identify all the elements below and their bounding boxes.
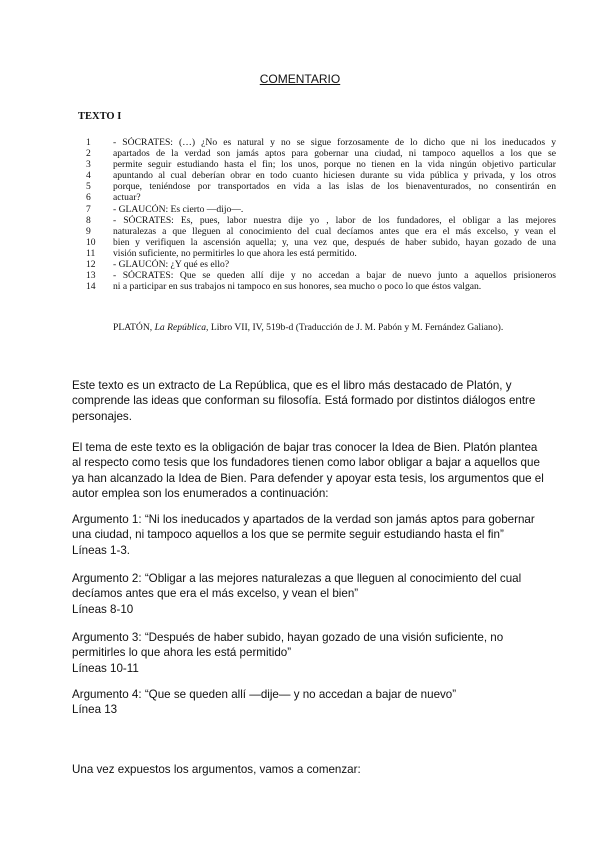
source-citation xyxy=(113,322,563,333)
excerpt-line xyxy=(86,270,556,281)
line-number: 10 xyxy=(86,236,96,248)
argument-line: Argumento 3: “Después de haber subido, hayan gozado de una visión suficiente, no xyxy=(72,631,504,644)
paragraph-line: ya han alcanzado la Idea de Bien. Para defender y apoyar esta tesis, los argumentos que el xyxy=(72,471,544,485)
citation-details: , Libro VII, IV, 519b-d (Traducción de J. M. Pabón y M. Fernández Galiano). xyxy=(206,322,504,333)
argument-1 xyxy=(72,512,535,558)
paragraph-line: al respecto como tesis que los fundadores tienen como labor obligar a bajar a aquellos que xyxy=(72,456,540,470)
paragraph-line: Una vez expuestos los argumentos, vamos a comenzar: xyxy=(72,763,361,776)
excerpt-line xyxy=(86,148,556,159)
excerpt-line xyxy=(86,159,556,170)
line-number: 7 xyxy=(86,203,91,215)
line-text: bien y verifiquen la ascensión aquella; y, una vez que, después de haber subido, hayan gozado de una xyxy=(113,236,556,248)
excerpt-line xyxy=(86,259,556,270)
line-text: apartados de la verdad son jamás aptos para gobernar una ciudad, ni tampoco aquellos a los que se xyxy=(113,148,556,160)
argument-4 xyxy=(72,687,532,718)
paragraph-line: comprende las ideas que conforman su filosofía. Está formado por distintos diálogos entre xyxy=(72,394,536,408)
line-number: 6 xyxy=(86,192,91,204)
line-number: 5 xyxy=(86,181,91,193)
excerpt-line xyxy=(86,226,556,237)
argument-line: Argumento 4: “Que se queden allí —dije— y no accedan a bajar de nuevo” xyxy=(72,688,457,701)
line-number: 12 xyxy=(86,259,96,271)
line-text: apuntando al cual deberían obrar en todo cuanto hiciesen durante su vida pública y privada, y los otros xyxy=(113,170,556,182)
argument-line: decíamos antes que era el más excelso, y vean el bien” xyxy=(72,587,359,601)
argument-2 xyxy=(72,571,532,617)
line-text: actuar? xyxy=(113,192,141,204)
theme-paragraph xyxy=(72,440,544,502)
line-text: - SÓCRATES: Es, pues, labor nuestra dije yo , labor de los fundadores, el obligar a las mejores xyxy=(113,214,556,226)
line-text: permite seguir estudiando hasta el fin; los unos, porque no tienen en la vida ningún objetivo particular xyxy=(113,159,556,171)
line-number: 2 xyxy=(86,148,91,160)
citation-work: La República xyxy=(154,322,207,333)
line-text: - GLAUCÓN: Es cierto —dijo—. xyxy=(113,203,244,215)
text-section-label: TEXTO I xyxy=(78,111,122,122)
line-text: naturalezas a que lleguen al conocimiento del cual decíamos antes que era el más excelso, y vean el xyxy=(113,225,556,237)
line-number: 9 xyxy=(86,225,91,237)
excerpt-line xyxy=(86,192,556,203)
line-number: 4 xyxy=(86,170,91,182)
excerpt-line xyxy=(86,215,556,226)
paragraph-line: autor emplea son los enumerados a continuación: xyxy=(72,487,329,501)
paragraph-line: Este texto es un extracto de La República, que es el libro más destacado de Platón, y xyxy=(72,379,512,392)
line-number: 1 xyxy=(86,137,91,148)
line-text: visión suficiente, no permitirles lo que ahora les está permitido. xyxy=(113,247,357,259)
argument-reference: Línea 13 xyxy=(72,703,118,717)
citation-author: PLATÓN, xyxy=(113,322,153,333)
document-title: COMENTARIO xyxy=(259,72,341,86)
paragraph-line: personajes. xyxy=(72,409,132,423)
line-text: porque, teniéndose por transportados en vida a las islas de los bienaventurados, no consentirán en xyxy=(113,181,556,193)
closing-paragraph xyxy=(72,762,532,777)
excerpt-line xyxy=(86,248,556,259)
excerpt-line xyxy=(86,137,556,148)
line-number: 3 xyxy=(86,159,91,171)
line-number: 13 xyxy=(86,270,96,282)
argument-line: Argumento 1: “Ni los ineducados y apartados de la verdad son jamás aptos para gobernar xyxy=(72,513,535,526)
excerpt-line xyxy=(86,170,556,181)
argument-line: Argumento 2: “Obligar a las mejores naturalezas a que lleguen al conocimiento del cual xyxy=(72,572,522,585)
line-number: 8 xyxy=(86,214,91,226)
plato-excerpt xyxy=(86,137,556,292)
argument-reference: Líneas 10-11 xyxy=(72,661,139,675)
line-text: - GLAUCÓN: ¿Y qué es ello? xyxy=(113,259,230,271)
intro-paragraph xyxy=(72,378,536,424)
line-text: - SÓCRATES: Que se queden allí dije y no accedan a bajar de nuevo junto a aquellos prisioneros xyxy=(113,270,556,282)
line-text: - SÓCRATES: (…) ¿No es natural y no se sigue forzosamente de lo dicho que ni los ineducados y xyxy=(113,137,556,148)
line-number: 14 xyxy=(86,281,96,293)
excerpt-line xyxy=(86,204,556,215)
excerpt-line xyxy=(86,181,556,192)
argument-line: permitirles lo que ahora les está permitido” xyxy=(72,646,292,660)
argument-reference: Líneas 8-10 xyxy=(72,602,134,616)
paragraph-line: El tema de este texto es la obligación de bajar tras conocer la Idea de Bien. Platón plantea xyxy=(72,441,538,454)
line-number: 11 xyxy=(86,247,96,259)
argument-3 xyxy=(72,630,532,676)
argument-line: una ciudad, ni tampoco aquellos a los que se permite seguir estudiando hasta el fin” xyxy=(72,528,504,542)
line-text: ni a participar en sus trabajos ni tampoco en sus honores, sea mucho o poco lo que éstos valgan. xyxy=(113,281,482,293)
excerpt-line xyxy=(86,281,556,292)
argument-reference: Líneas 1-3. xyxy=(72,543,131,557)
excerpt-line xyxy=(86,237,556,248)
